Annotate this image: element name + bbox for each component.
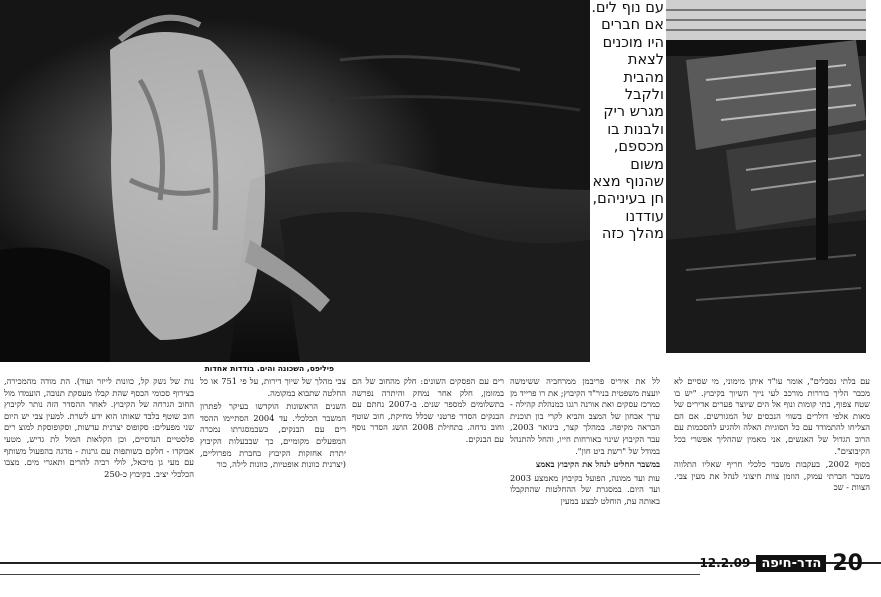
newspaper-name: הדר-חיפה xyxy=(756,555,826,572)
article-column-3 xyxy=(352,376,504,548)
pull-quote xyxy=(586,0,668,275)
pull-quote-line: לצאת xyxy=(627,52,664,69)
article-column-1 xyxy=(674,376,870,548)
pull-quote-line: ולבנות בו xyxy=(607,121,664,138)
page-number: 20 xyxy=(832,550,863,576)
pull-quote-line: חן בעיניהם, xyxy=(592,191,664,208)
pull-quote-line: אם חברים xyxy=(601,17,664,34)
article-paragraph: לל את איריס פריבמן ממרחביה ששימשה יועצת משפטית בניר"ד הקיבוץ; את רו פרייד מן כמרכז עסקים ואת אורנה רגגו כמנהלת קהילה - ערך אבחון של המצב והביא לקרי בון תוכנית הבראה מקיפה. במהלך קצר, בינואר 2003, עבר הקיבוץ שינוי באורחות חייו, והחל להתנהל במודל של "רשת ביט חון". xyxy=(510,376,660,456)
page-footer xyxy=(699,548,863,578)
pull-quote-line: היו מוכנים xyxy=(602,34,664,51)
pull-quote-line: מכספם, xyxy=(613,139,664,156)
article-subhead: במשבר החליט לנהל את הקיבוץ באמצ xyxy=(535,459,660,470)
article-paragraph: השנים הראשונות הוקדשו בעיקר לפתרון המשבר הכלכלי. עד 2004 הסתיימו ההסד רים עם הבנקים, כשבמסגרתו נמכרה המפעלים מקומיים, כך שבבעלות הקיבוץ יתרת אחזקות הקיבוץ בחברת מפרוליים, (יצרנית כוונות אופטיות, כוונות לילה, כור xyxy=(200,401,346,470)
pull-quote-line: מהבית xyxy=(623,69,664,86)
pull-quote-line: עודדנו xyxy=(625,208,664,225)
pull-quote-line: מגרש ריק xyxy=(603,104,664,121)
article-paragraph: רים עם הפסקים השונים: חלק מהחוב של הם במזומן, חלק אחר נמחק והיתרה נפרשה בתשלומים למספר שנים. ב-2007 נחתם עם הבנקים הסדר פרטני שכלל מחיקת, חוב שוטף וחוב נדחה. בתחילת 2008 הושג הסדר נוסף עם הבנקים. xyxy=(352,376,504,444)
pull-quote-line: מהלך כזה xyxy=(601,226,664,243)
article-paragraph: עות ועד ממונה, הפועל בקיבוץ מאמצע 2003 ועד היום. במסגרת של ההחלטות שהתקבלו באותה עת, הוחלט לבצע במעין xyxy=(510,472,660,506)
photo-caption: פיליפס, השכונה והים. בודדות אחדות xyxy=(204,364,334,373)
pull-quote-line: עם נוף לים. xyxy=(591,0,664,16)
article-paragraph: בסוף 2002, בעקבות משבר כלכלי חריף שאליו התלווה משבר חברתי עמוק, הוזמן צוות חיצוני לנהל את מעין צבי. הצוות - שכ xyxy=(674,459,870,493)
article-column-2 xyxy=(510,376,660,548)
article-paragraph: עם בלתי נסבלים", אומר עו"ד איתן מימוני, מי שסיים לא מכבר הליך בוררות מורכב לעי נייך השיוך בקיבוץ. "יש בו שטח צפוף, בתי קומות ונוף אל הים שיוצר פערים אדירים של מאות אלפי דולרים בשווי הנכסים של המגורשים. אם הם הצליחו להתמודד עם כל הסוגיות האלה ולהגיע להסכמות עם הרוב הגדול של האנשים, אני מאמין שההליך אפשרי בכל הקיבוצים". xyxy=(674,376,870,456)
footer-rule-thin xyxy=(0,574,700,575)
pull-quote-line: ולקבל xyxy=(624,87,664,104)
article-paragraph: צבי מהלך של שיוך דירות, על פי 751 או כל החלטה שתבוא במקומה. xyxy=(200,376,346,398)
pull-quote-line: משום xyxy=(630,156,664,173)
photo-building-balconies xyxy=(666,0,866,353)
article-paragraph: נות של נשק קל, כוונות לייזר ועוד). הת מודה מהמכירה, בצירוף סכומי הכסף שהת קבלו מעסקת תנובה, הועמדו מול החוב הגרחה של הקיבוץ. לאחר ההסדר הזה נותר לקיבוץ חוב שוטף בלבד שאותו הוא ידע לשרת. למעין צבי יש היום שני מפעלים: סקופוס יצרנית עדשות, וסקופוסקת למוצ רים פלסטיים הנדסיים, וכן הקלאות המול לת גדיש, מטעי אבוקדו - חלקם בשותפות עם גרנות - מדגה בהפעול משותף עם מעי גן מיכאל, לולי רביה להרים ותאגרי מים. מצבו הכלכלי יציב. בקיבוץ כ-250 xyxy=(4,376,194,479)
article-column-5 xyxy=(4,376,194,548)
article-column-4 xyxy=(200,376,346,548)
issue-date: 12.2.09 xyxy=(699,556,751,570)
photo-figure-on-rocks xyxy=(0,0,590,362)
pull-quote-line: שהנוף מצא xyxy=(592,174,664,191)
